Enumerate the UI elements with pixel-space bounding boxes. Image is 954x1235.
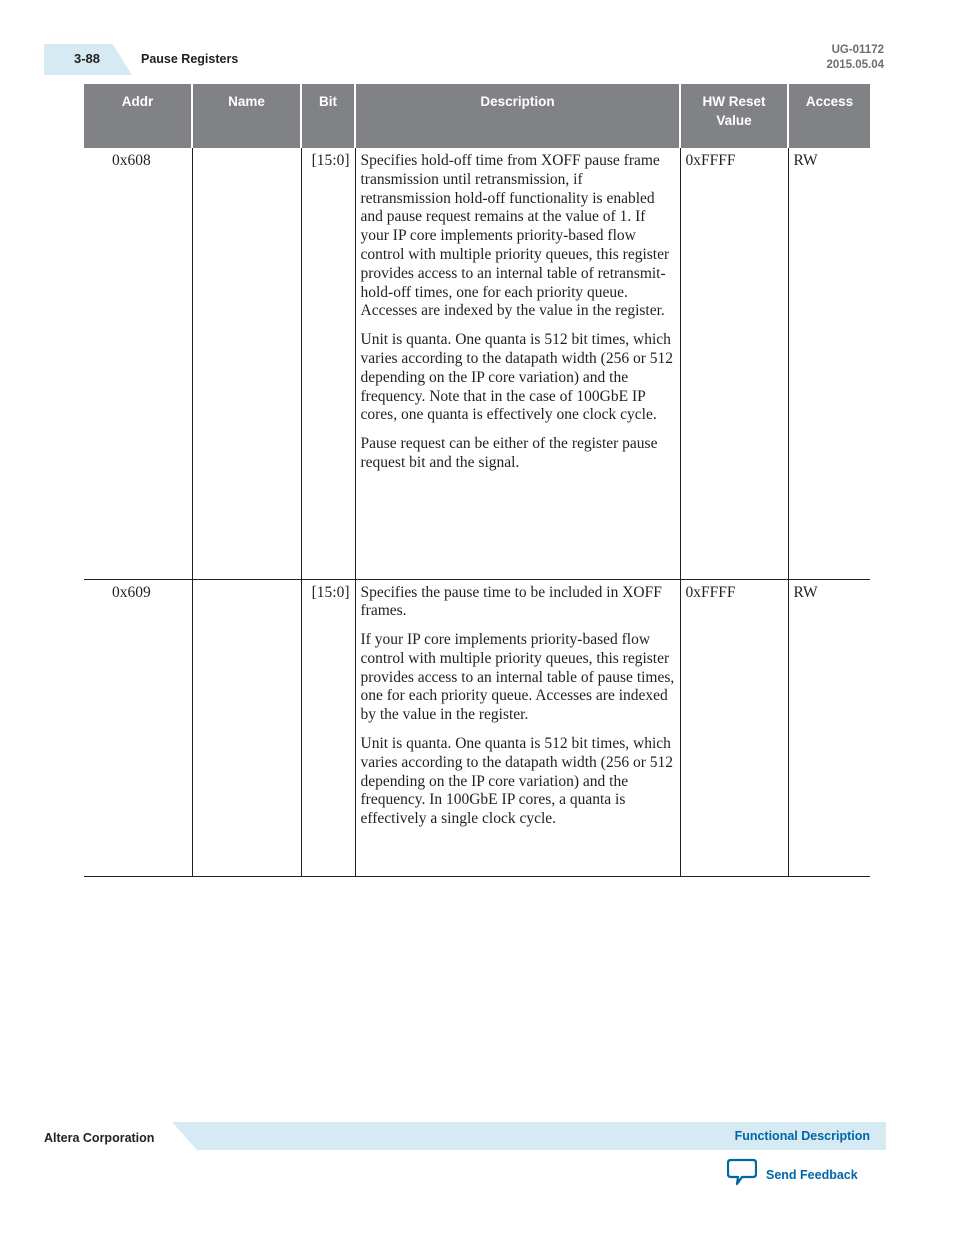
doc-date: 2015.05.04 — [826, 59, 884, 71]
description-paragraph: If your IP core implements priority-based flow control with multiple priority queues, this register provides access to an internal table of pause times, one for each priority queue. Accesses are indexed by the value in the register. — [360, 631, 675, 724]
cell-bit: [15:0] — [301, 148, 355, 579]
column-header-bit: Bit — [301, 84, 355, 148]
cell-addr: 0x608 — [84, 148, 192, 579]
cell-bit: [15:0] — [301, 579, 355, 876]
table-row — [84, 579, 870, 876]
description-paragraph: Pause request can be either of the register pause request bit and the signal. — [360, 435, 658, 471]
register-table — [84, 84, 870, 877]
cell-reset-value: 0xFFFF — [680, 579, 788, 876]
column-header-reset: HW Reset Value — [680, 84, 788, 148]
column-header-name: Name — [192, 84, 301, 148]
doc-id: UG-01172 — [831, 44, 884, 56]
section-title: Pause Registers — [141, 52, 239, 66]
table-row — [84, 148, 870, 579]
send-feedback-link[interactable] — [727, 1158, 858, 1191]
cell-addr: 0x609 — [84, 579, 192, 876]
cell-access: RW — [788, 579, 870, 876]
table-header-row — [84, 84, 870, 148]
column-header-description: Description — [355, 84, 680, 148]
page-number: 3-88 — [74, 51, 101, 66]
description-paragraph: Unit is quanta. One quanta is 512 bit times, which varies according to the datapath width (256 or 512 depending on the IP core variation) and the frequency. Note that in the case of 100GbE IP cores, one quanta is effectively one clock cycle. — [360, 331, 673, 424]
send-feedback-label: Send Feedback — [766, 1167, 858, 1182]
footer-chapter-link[interactable]: Functional Description — [734, 1129, 870, 1143]
description-paragraph: Specifies hold-off time from XOFF pause frame transmission until retransmission, if retransmission hold-off functionality is enabled and pause request remains at the value of 1. If your IP core implements priority-based flow control with multiple priority queues, this register provides access to an internal table of retransmit-hold-off times, one for each priority queue. Accesses are indexed by the value in the register. — [360, 152, 670, 320]
footer-company: Altera Corporation — [44, 1131, 155, 1145]
speech-bubble-icon — [727, 1158, 757, 1191]
cell-description — [355, 148, 680, 579]
cell-reset-value: 0xFFFF — [680, 148, 788, 579]
column-header-access: Access — [788, 84, 870, 148]
description-paragraph: Unit is quanta. One quanta is 512 bit times, which varies according to the datapath width (256 or 512 depending on the IP core variation) and the frequency. In 100GbE IP cores, a quanta is effectively a single clock cycle. — [360, 735, 673, 828]
cell-name — [192, 579, 301, 876]
cell-description — [355, 579, 680, 876]
column-header-addr: Addr — [84, 84, 192, 148]
cell-access: RW — [788, 148, 870, 579]
document-id-block — [826, 43, 884, 73]
cell-name — [192, 148, 301, 579]
description-paragraph: Specifies the pause time to be included in XOFF frames. — [360, 583, 662, 620]
